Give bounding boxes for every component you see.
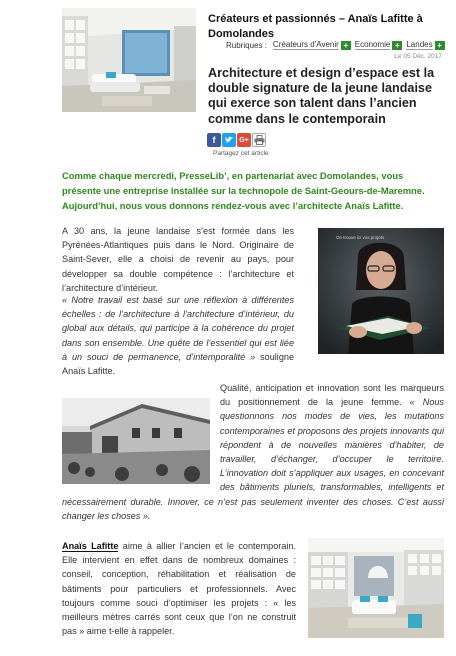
interior-photo-bottom — [308, 538, 444, 638]
rubrique-economie[interactable] — [355, 40, 403, 50]
quote-attribution: souligne Anaïs Lafitte. — [62, 351, 294, 377]
paragraph-3-lead: Qualité, anticipation et innovation sont les marqueurs du positionnement de la jeune femme. — [220, 383, 444, 408]
series-title-line1: Créateurs et passionnés – Anaïs Lafitte à — [208, 13, 423, 25]
share-label: Partagez cet article — [213, 150, 269, 157]
rubrique-label[interactable]: Economie — [354, 40, 391, 49]
twitter-icon[interactable] — [222, 133, 236, 147]
share-buttons — [207, 133, 266, 147]
paragraph-1: A 30 ans, la jeune landaise s’est formée dans les Pyrénées-Atlantiques puis dans le Nord. Originaire de Saint-Sever, elle a choisi de revenir au pays, pour développer sa double compétence : l’architecture et l’architecture d’intérieur. — [62, 226, 294, 293]
portrait-caption: On trouve ici vos projets — [336, 235, 385, 240]
rubrique-label[interactable]: Créateurs d'Avenir — [272, 40, 339, 49]
paragraph-4 — [62, 539, 296, 638]
article-headline: Architecture et design d’espace est la double signature de la jeune landaise qui exerce son talent dans l’ancien comme dans le contemporain — [208, 66, 435, 126]
rubrique-label[interactable]: Landes — [406, 40, 433, 49]
publish-date: Le 05 Déc. 2017 — [394, 53, 442, 60]
google-plus-icon[interactable]: G+ — [237, 133, 251, 147]
portrait-photo — [318, 228, 444, 354]
plus-icon[interactable]: + — [392, 41, 402, 50]
plus-icon[interactable]: + — [341, 41, 351, 50]
article-intro: Comme chaque mercredi, PresseLib’, en partenariat avec Domolandes, vous présente une entreprise installée sur la technopole de Saint-Geours-de-Maremne. Aujourd’hui, nous vous donnons rendez-vous avec l’architecte Anaïs Lafitte. — [62, 170, 425, 211]
rubrique-createurs-avenir[interactable] — [273, 40, 351, 50]
plus-icon[interactable]: + — [435, 41, 445, 50]
rubrique-landes[interactable] — [406, 40, 444, 50]
series-title — [208, 12, 448, 42]
paragraph-2 — [62, 293, 294, 378]
rubriques-bar — [226, 40, 445, 50]
architect-name-link[interactable]: Anaïs Lafitte — [62, 541, 119, 551]
series-title-line2: Domolandes — [208, 28, 275, 40]
paragraph-3-quote: « Nous questionnons nos modes de vies, les mutations contemporaines et proposons des projets innovants qui répondent à de nouvelles manières d’habiter, de travailler, d’échanger, d’occuper le territoire. L’innovation doit s’appliquer aux usages, en concevant des bâtiments pluriels, transformables, intelligents et nécessairement durable. Innover, ce n’est pas seulement inventer des choses. C’est aussi changer les choses ». — [62, 397, 444, 521]
print-icon[interactable] — [252, 133, 266, 147]
quote-text: « Notre travail est basé sur une réflexion à différentes échelles : de l’architecture à l’architecture d’intérieur, du global aux détails, qui participe à la cohérence du projet dans son ensemble. Une quête de l’essentiel qui est liée à un souci de permanence, d’intemporalité » — [62, 295, 294, 362]
paragraph-4-text: aime à allier l’ancien et le contemporain. Elle intervient en effet dans de nombreux domaines : conseil, conception, réhabilitation et réalisation de bâtiments pour particuliers et professionnels. Avec toujours comme souci d’optimiser les projets : « les meilleurs mètres carrés sont ceux que l’on ne construit pas » aime t-elle à rappeler. — [62, 541, 296, 637]
rubriques-label: Rubriques : — [226, 40, 267, 50]
interior-photo-top — [62, 8, 196, 112]
old-house-photo — [62, 398, 210, 484]
facebook-icon[interactable]: f — [207, 133, 221, 147]
